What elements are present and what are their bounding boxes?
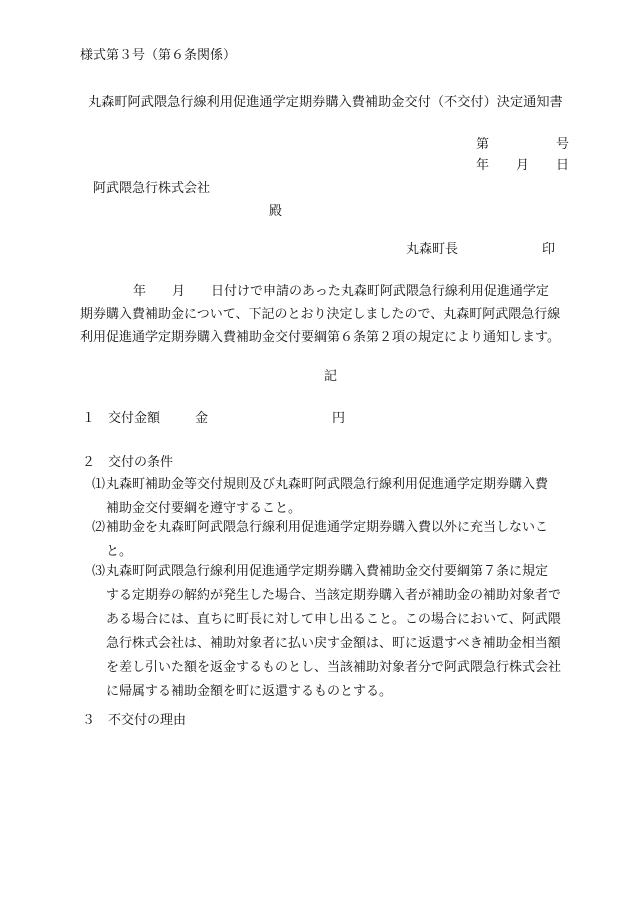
condition-line: と。 bbox=[106, 544, 133, 559]
document-number-prefix: 第 bbox=[476, 137, 490, 152]
ki-heading: 記 bbox=[324, 369, 338, 384]
condition-number: ⑶ bbox=[92, 564, 106, 579]
condition-number: ⑵ bbox=[92, 520, 106, 535]
date-month: 月 bbox=[516, 158, 530, 173]
body-line: 年 月 日付けで申請のあった丸森町阿武隈急行線利用促進通学定 bbox=[133, 284, 549, 299]
section1-number: １ bbox=[82, 411, 96, 426]
date-day: 日 bbox=[556, 158, 570, 173]
condition-number: ⑴ bbox=[92, 477, 106, 492]
section3-label: 不交付の理由 bbox=[108, 713, 187, 728]
addressee-honorific: 殿 bbox=[269, 204, 283, 219]
section2-number: ２ bbox=[82, 455, 96, 470]
body-line: 期券購入費補助金について、下記のとおり決定しましたので、丸森町阿武隈急行線 bbox=[80, 307, 561, 322]
section1-label: 交付金額 bbox=[108, 411, 161, 426]
condition-line: に帰属する補助金額を町に返還するものとする。 bbox=[106, 684, 393, 699]
amount-kin: 金 bbox=[195, 411, 209, 426]
sender-name: 丸森町長 bbox=[406, 242, 459, 257]
notice-body bbox=[80, 280, 580, 349]
document-title: 丸森町阿武隈急行線利用促進通学定期券購入費補助金交付（不交付）決定通知書 bbox=[88, 95, 563, 110]
section3-number: ３ bbox=[82, 713, 96, 728]
amount-yen: 円 bbox=[332, 411, 346, 426]
addressee-company: 阿武隈急行株式会社 bbox=[93, 181, 211, 196]
condition-line: を差し引いた額を返金するものとし、当該補助対象者分で阿武隈急行株式会社 bbox=[106, 660, 562, 675]
date-year: 年 bbox=[476, 158, 490, 173]
seal-mark: 印 bbox=[542, 242, 556, 257]
condition-line: 丸森町阿武隈急行線利用促進通学定期券購入費補助金交付要綱第７条に規定 bbox=[106, 564, 549, 579]
condition-line: 補助金交付要綱を遵守すること。 bbox=[106, 501, 302, 516]
document-number-suffix: 号 bbox=[556, 137, 570, 152]
body-line: 利用促進通学定期券購入費補助金交付要綱第６条第２項の規定により通知します。 bbox=[80, 330, 560, 345]
section2-label: 交付の条件 bbox=[108, 455, 174, 470]
form-label: 様式第３号（第６条関係） bbox=[80, 48, 237, 63]
condition-line: 急行株式会社は、補助対象者に払い戻す金額は、町に返還すべき補助金相当額 bbox=[106, 636, 561, 651]
condition-line: ある場合には、直ちに町長に対して申し出ること。この場合において、阿武隈 bbox=[106, 612, 561, 627]
condition-line: する定期券の解約が発生した場合、当該定期券購入者が補助金の補助対象者で bbox=[106, 588, 562, 603]
condition-line: 補助金を丸森町阿武隈急行線利用促進通学定期券購入費以外に充当しないこ bbox=[106, 520, 549, 535]
condition-line: 丸森町補助金等交付規則及び丸森町阿武隈急行線利用促進通学定期券購入費 bbox=[106, 477, 549, 492]
